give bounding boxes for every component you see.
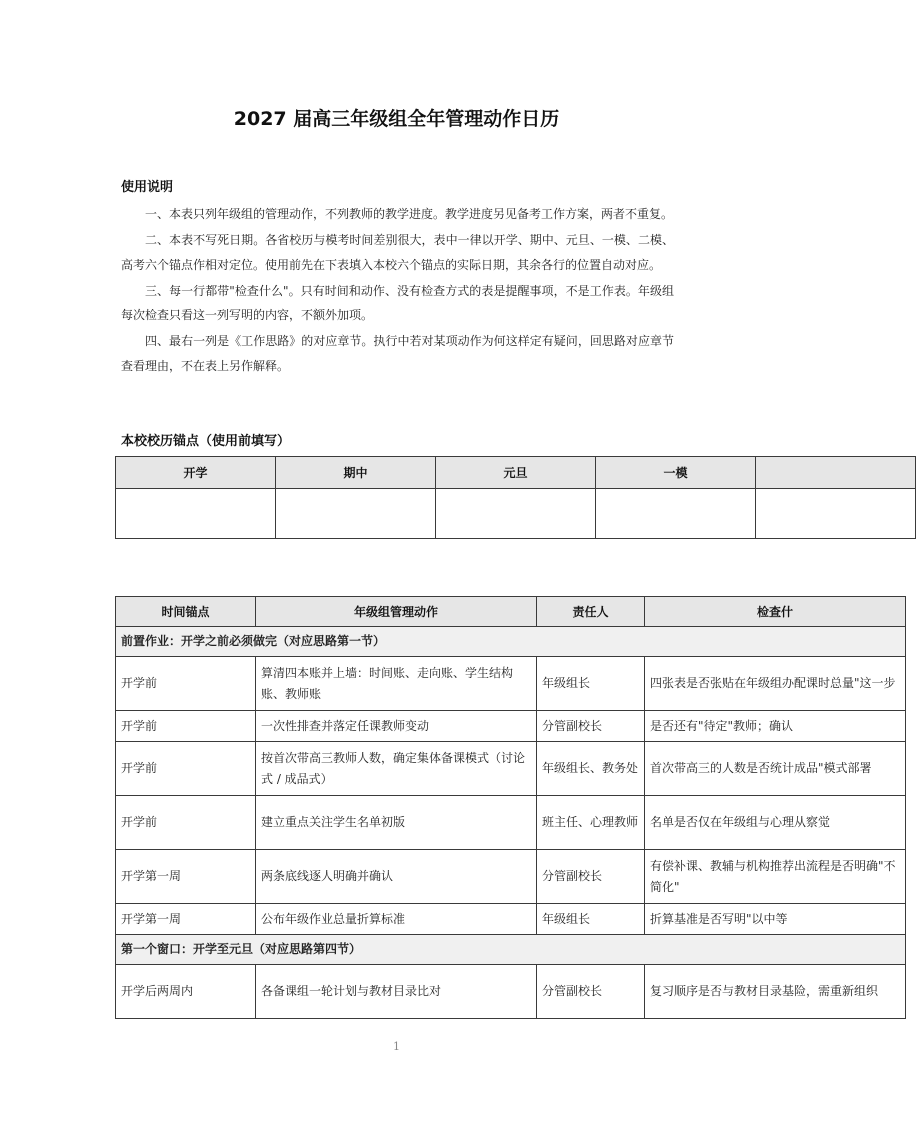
cell-check: 是否还有"待定"教师；确认: [645, 711, 906, 742]
usage-paragraph-4: 四、最右一列是《工作思路》的对应章节。执行中若对某项动作为何这样定有疑问，回思路对应章节查看理由，不在表上另作解释。: [121, 334, 674, 373]
cell-time: 开学第一周: [116, 850, 256, 904]
cell-owner: 年级组长: [537, 657, 645, 711]
anchor-header-yuandan: 元旦: [436, 457, 596, 489]
cell-action: 建立重点关注学生名单初版: [256, 796, 537, 850]
cell-owner: 分管副校长: [537, 965, 645, 1019]
cell-check: 有偿补课、教辅与机构推荐出流程是否明确"不简化": [645, 850, 906, 904]
cell-owner: 分管副校长: [537, 850, 645, 904]
page-title: 2027 届高三年级组全年管理动作日历: [233, 108, 560, 130]
cell-owner: 年级组长、教务处: [537, 742, 645, 796]
cell-owner: 分管副校长: [537, 711, 645, 742]
usage-heading: 使用说明: [121, 180, 174, 195]
cell-action: 各备课组一轮计划与教材目录比对: [256, 965, 537, 1019]
cell-check: 名单是否仅在年级组与心理从察觉: [645, 796, 906, 850]
cell-time: 开学前: [116, 742, 256, 796]
section-label: 第一个窗口：开学至元旦（对应思路第四节）: [116, 935, 906, 965]
cell-action: 按首次带高三教师人数，确定集体备课模式（讨论式 / 成品式）: [256, 742, 537, 796]
table-row: [116, 711, 906, 742]
anchor-header-row: [116, 457, 916, 489]
cell-check: 四张表是否张贴在年级组办配课时总量"这一步: [645, 657, 906, 711]
cell-check: 首次带高三的人数是否统计成品"模式部署: [645, 742, 906, 796]
anchor-input-row: [116, 489, 916, 539]
anchor-header-kaixue: 开学: [116, 457, 276, 489]
cell-check: 复习顺序是否与教材目录基险，需重新组织: [645, 965, 906, 1019]
cell-time: 开学前: [116, 711, 256, 742]
table-row: [116, 796, 906, 850]
anchor-cell-qizhong[interactable]: [276, 489, 436, 539]
anchor-cell-cut[interactable]: [756, 489, 916, 539]
anchor-cell-kaixue[interactable]: [116, 489, 276, 539]
calendar-section-row: [116, 935, 906, 965]
cell-time: 开学后两周内: [116, 965, 256, 1019]
cell-owner: 年级组长: [537, 904, 645, 935]
anchors-heading: 本校校历锚点（使用前填写）: [121, 434, 291, 449]
cell-check: 折算基准是否写明"以中等: [645, 904, 906, 935]
page-number: 1: [393, 1040, 400, 1053]
calendar-header-check: 检查什: [645, 597, 906, 627]
cell-time: 开学第一周: [116, 904, 256, 935]
table-row: [116, 742, 906, 796]
calendar-section-row: [116, 627, 906, 657]
table-row: [116, 850, 906, 904]
cell-owner: 班主任、心理教师: [537, 796, 645, 850]
table-row: [116, 657, 906, 711]
usage-paragraph-3: 三、每一行都带"检查什么"。只有时间和动作、没有检查方式的表是提醒事项，不是工作表。年级组每次检查只看这一列写明的内容，不额外加项。: [121, 283, 674, 322]
table-row: [116, 904, 906, 935]
cell-action: 两条底线逐人明确并确认: [256, 850, 537, 904]
cell-action: 一次性排查并落定任课教师变动: [256, 711, 537, 742]
anchor-table: [115, 456, 916, 539]
anchor-header-cut: [756, 457, 916, 489]
usage-paragraph-1: 一、本表只列年级组的管理动作，不列教师的教学进度。教学进度另见备考工作方案，两者不重复。: [145, 207, 674, 221]
calendar-header-row: [116, 597, 906, 627]
usage-instructions: [121, 202, 674, 380]
table-row: [116, 965, 906, 1019]
cell-time: 开学前: [116, 657, 256, 711]
calendar-header-action: 年级组管理动作: [256, 597, 537, 627]
calendar-header-owner: 责任人: [537, 597, 645, 627]
cell-time: 开学前: [116, 796, 256, 850]
calendar-header-time: 时间锚点: [116, 597, 256, 627]
cell-action: 公布年级作业总量折算标准: [256, 904, 537, 935]
usage-paragraph-2: 二、本表不写死日期。各省校历与模考时间差别很大，表中一律以开学、期中、元旦、一模、二模、高考六个锚点作相对定位。使用前先在下表填入本校六个锚点的实际日期，其余各行的位置自动对应。: [121, 233, 674, 272]
anchor-header-yimo: 一模: [596, 457, 756, 489]
calendar-table: [115, 596, 906, 1019]
anchor-cell-yuandan[interactable]: [436, 489, 596, 539]
cell-action: 算清四本账并上墙：时间账、走向账、学生结构账、教师账: [256, 657, 537, 711]
anchor-header-qizhong: 期中: [276, 457, 436, 489]
section-label: 前置作业：开学之前必须做完（对应思路第一节）: [116, 627, 906, 657]
anchor-cell-yimo[interactable]: [596, 489, 756, 539]
